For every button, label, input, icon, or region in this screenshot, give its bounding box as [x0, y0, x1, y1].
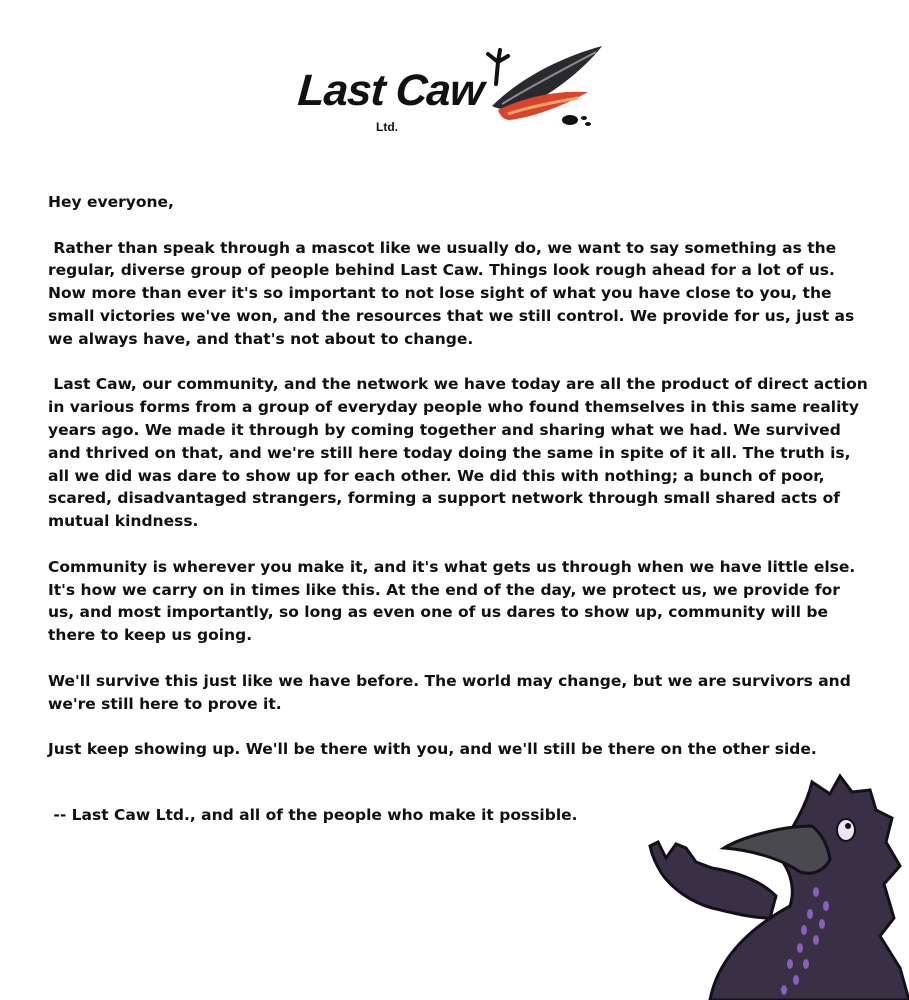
paragraph-5: Just keep showing up. We'll be there with you, and we'll still be there on the other side. [48, 740, 817, 759]
paragraph-2: Last Caw, our community, and the network we have today are all the product of direct action in various forms from a group of everyday people who found themselves in this same reality years ago. We made it through by coming together and sharing what we had. We survived and thrived on that, and we're still here today doing the same in spite of it all. The truth is, all we did was dare to show up for each other. We did this with nothing; a bunch of poor, scared, disadvantaged strangers, forming a support network through small shared acts of mutual kindness. [48, 375, 874, 531]
greeting: Hey everyone, [48, 193, 174, 211]
paragraph-3: Community is wherever you make it, and it's what gets us through when we have little else. It's how we carry on in times like this. At the end of the day, we protect us, we provide for us, and most importantly, so long as even one of us dares to show up, community will be there to keep us going. [48, 557, 861, 645]
paragraph-4: We'll survive this just like we have before. The world may change, but we are survivors and we're still here to prove it. [48, 671, 857, 713]
paragraph-1: Rather than speak through a mascot like we usually do, we want to say something as the regular, diverse group of people behind Last Caw. Things look rough ahead for a lot of us. Now more than ever it's so important to not lose sight of what you have close to you, the small victories we've won, and the resources that we still control. We provide for us, just as we always have, and that's not about to change. [48, 238, 860, 348]
signature: -- Last Caw Ltd., and all of the people who make it possible. [48, 806, 578, 824]
letter-body [48, 191, 874, 784]
crow-mascot-icon [640, 768, 909, 1000]
logo-brand-text: Last Caw [296, 66, 485, 115]
feather-icon [478, 40, 610, 136]
logo-ltd-text: Ltd. [376, 120, 398, 134]
last-caw-logo [298, 40, 610, 140]
